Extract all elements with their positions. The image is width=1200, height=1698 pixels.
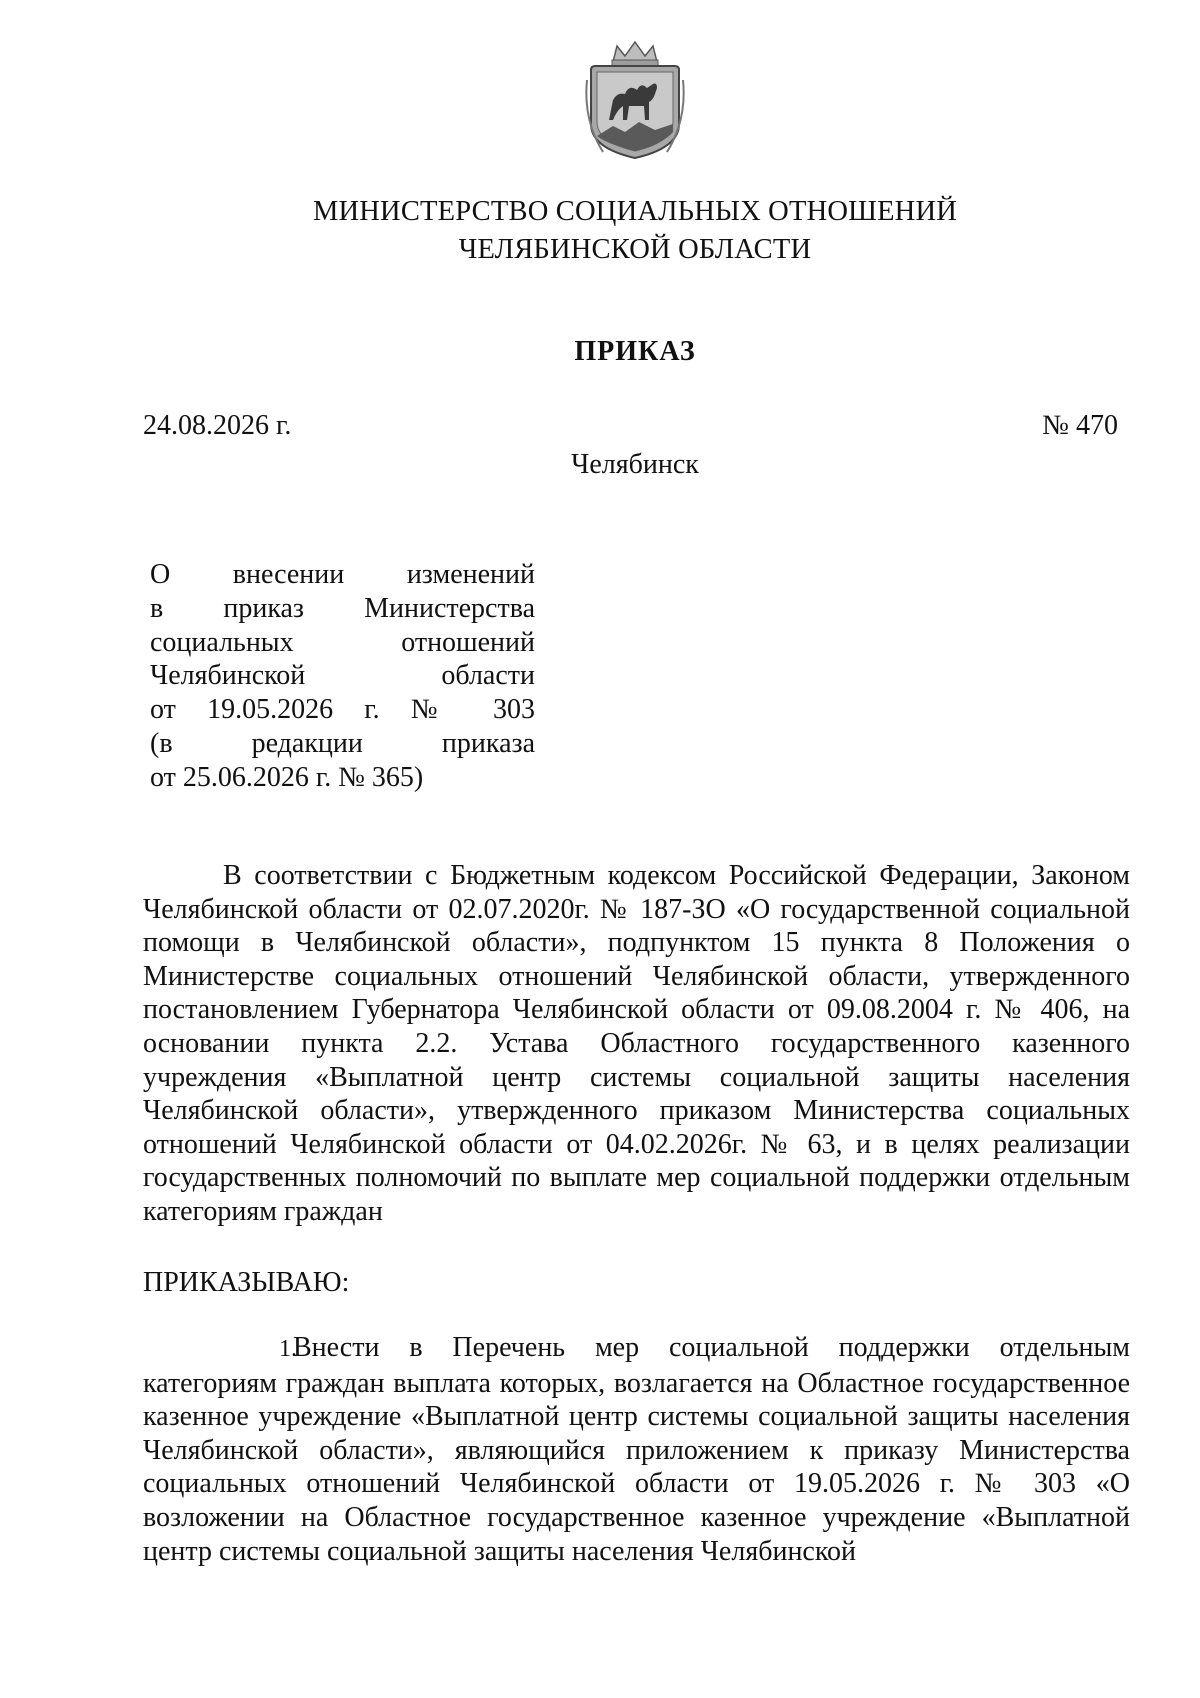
- subject-line: О внесении изменений: [150, 559, 535, 590]
- item-1-paragraph: [143, 1331, 1130, 1568]
- subject-line: от 19.05.2026 г. № 303: [150, 694, 535, 726]
- order-city: Челябинск: [571, 449, 699, 480]
- order-number: № 470: [1042, 410, 1118, 441]
- item-1-text: Внести в Перечень мер социальной поддержки отдельным категориям граждан выплата которых, возлагается на Областное государственное казенное учреждение «Выплатной центр системы социальной защиты населения Челябинской области», являющийся приложением к приказу Министерства социальных отношений Челябинской области от 19.05.2026 г. № 303 «О возложении на Областное государственное казенное учреждение «Выплатной центр системы социальной защиты населения Челябинской: [143, 1332, 1130, 1567]
- item-1-number: 1.: [279, 1336, 297, 1362]
- decree-word: ПРИКАЗЫВАЮ:: [143, 1267, 350, 1298]
- preamble-paragraph: В соответствии с Бюджетным кодексом Российской Федерации, Законом Челябинской области от 02.07.2020г. № 187-ЗО «О государственной социальной помощи в Челябинской области», подпунктом 15 пункта 8 Положения о Министерстве социальных отношений Челябинской области, утвержденного постановлением Губернатора Челябинской области от 09.08.2004 г. № 406, на основании пункта 2.2. Устава Областного государственного казенного учреждения «Выплатной центр системы социальной защиты населения Челябинской области», утвержденного приказом Министерства социальных отношений Челябинской области от 04.02.2026г. № 63, и в целях реализации государственных полномочий по выплате мер социальной поддержки отдельным категориям граждан: [143, 860, 1130, 1227]
- subject-line: (в редакции приказа: [150, 727, 535, 759]
- ministry-name: [0, 193, 1200, 269]
- order-subject: [150, 558, 535, 795]
- order-date: 24.08.2026 г.: [143, 410, 292, 441]
- subject-line: в приказ Министерства: [150, 592, 535, 624]
- ministry-name-line1: МИНИСТЕРСТВО СОЦИАЛЬНЫХ ОТНОШЕНИЙ: [312, 196, 958, 227]
- order-title: ПРИКАЗ: [574, 336, 696, 367]
- subject-line: Челябинской области: [150, 660, 535, 692]
- subject-line: от 25.06.2026 г. № 365): [150, 761, 424, 793]
- subject-line: социальных отношений: [150, 626, 535, 658]
- coat-of-arms-emblem: [583, 40, 687, 160]
- ministry-name-line2: ЧЕЛЯБИНСКОЙ ОБЛАСТИ: [458, 234, 812, 265]
